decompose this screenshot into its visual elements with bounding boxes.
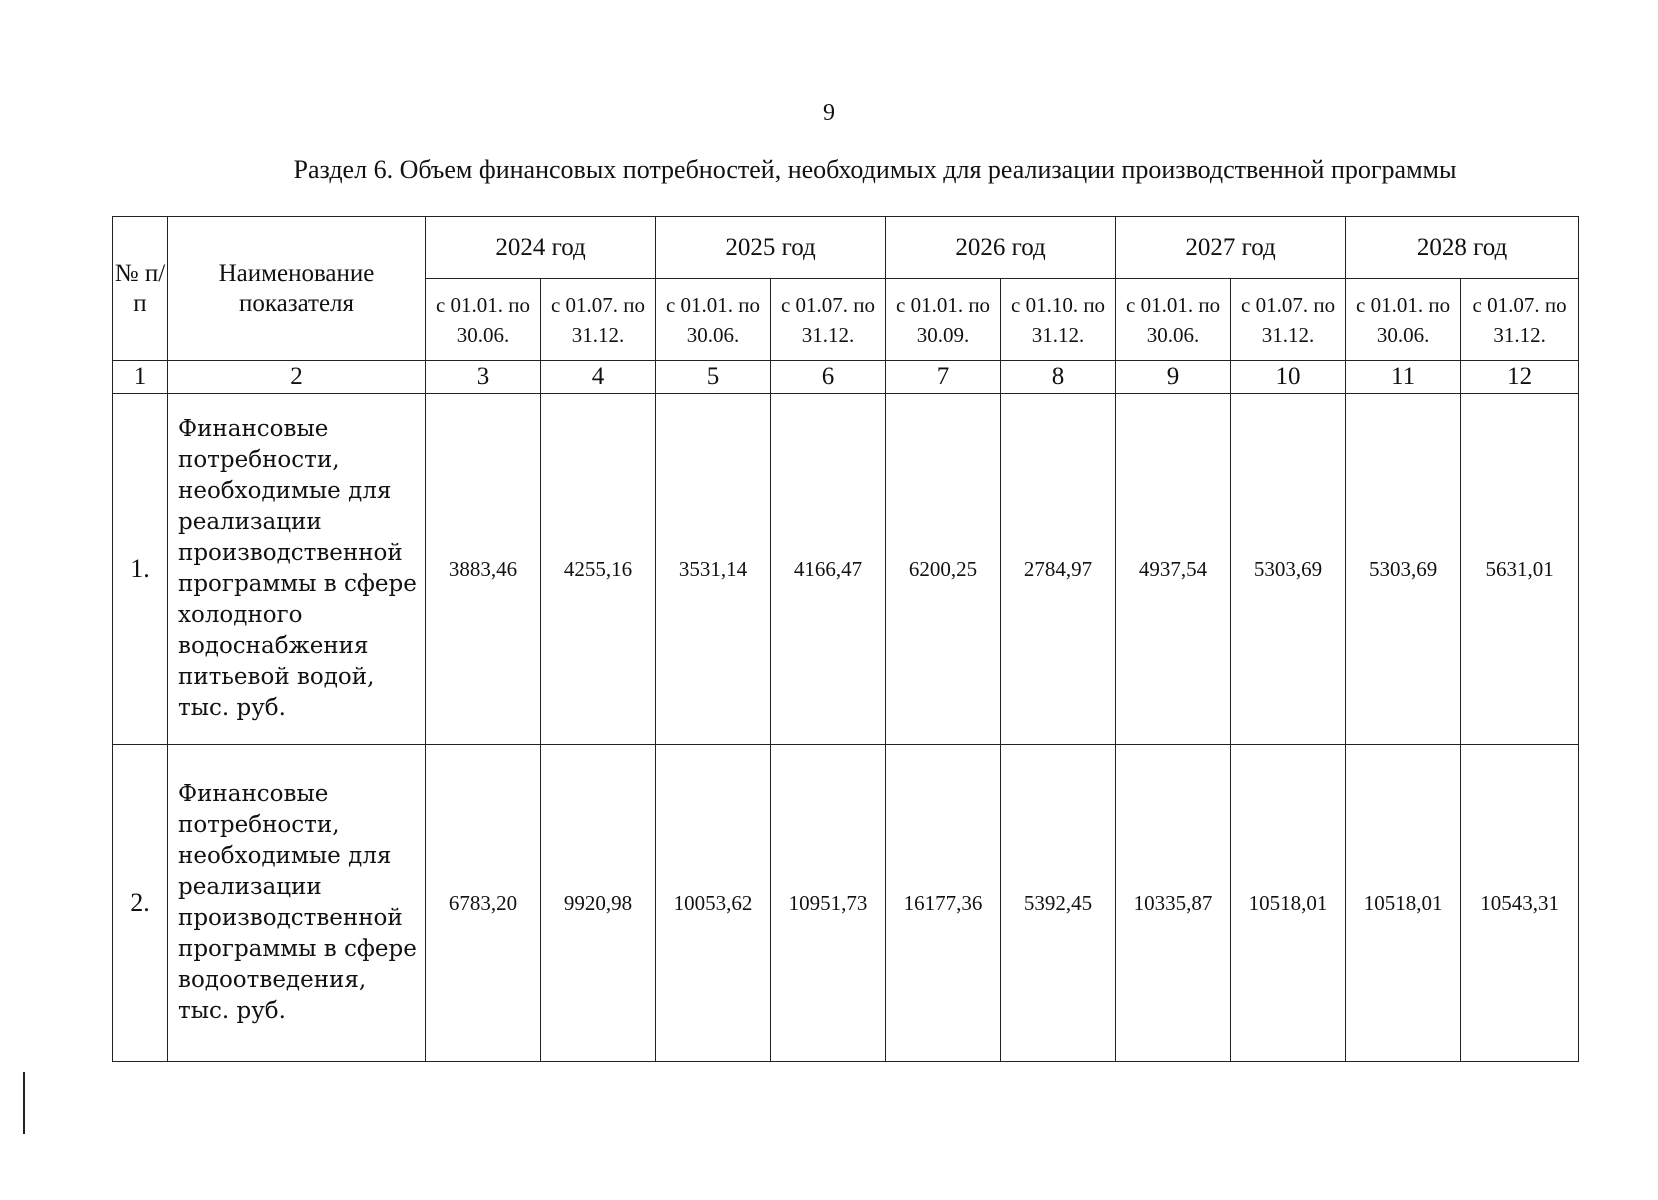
column-number: 2 — [168, 361, 426, 394]
header-num: № п/п — [113, 217, 168, 361]
column-number: 6 — [771, 361, 886, 394]
value-cell: 10518,01 — [1346, 745, 1461, 1062]
value-cell: 10543,31 — [1461, 745, 1579, 1062]
value-cell: 4937,54 — [1116, 394, 1231, 745]
value-cell: 5303,69 — [1231, 394, 1346, 745]
header-period: с 01.01. по 30.06. — [656, 279, 771, 361]
value-cell: 16177,36 — [886, 745, 1001, 1062]
section-title: Раздел 6. Объем финансовых потребностей, необходимых для реализации производственной программы — [293, 155, 1457, 184]
value-cell: 3883,46 — [426, 394, 541, 745]
value-cell: 6783,20 — [426, 745, 541, 1062]
column-number: 9 — [1116, 361, 1231, 394]
column-number: 4 — [541, 361, 656, 394]
header-period: с 01.01. по 30.09. — [886, 279, 1001, 361]
header-period: с 01.07. по 31.12. — [1231, 279, 1346, 361]
header-period: с 01.07. по 31.12. — [1461, 279, 1579, 361]
column-number: 7 — [886, 361, 1001, 394]
header-period: с 01.07. по 31.12. — [771, 279, 886, 361]
value-cell: 5392,45 — [1001, 745, 1116, 1062]
column-number: 10 — [1231, 361, 1346, 394]
column-number: 11 — [1346, 361, 1461, 394]
header-name: Наименование показателя — [168, 217, 426, 361]
indicator-name: Финансовые потребности, необходимые для реализации производственной программы в сфере холодного водоснабжения питьевой водой, тыс. руб. — [168, 394, 426, 745]
value-cell: 10951,73 — [771, 745, 886, 1062]
header-period: с 01.01. по 30.06. — [1116, 279, 1231, 361]
value-cell: 5303,69 — [1346, 394, 1461, 745]
value-cell: 10335,87 — [1116, 745, 1231, 1062]
row-number: 2. — [113, 745, 168, 1062]
column-number: 3 — [426, 361, 541, 394]
page-number: 9 — [823, 100, 835, 126]
header-period: с 01.07. по 31.12. — [541, 279, 656, 361]
header-period: с 01.10. по 31.12. — [1001, 279, 1116, 361]
value-cell: 10518,01 — [1231, 745, 1346, 1062]
row-number: 1. — [113, 394, 168, 745]
table-row — [113, 394, 1579, 745]
value-cell: 4166,47 — [771, 394, 886, 745]
header-year-2024: 2024 год — [426, 217, 656, 279]
column-number: 1 — [113, 361, 168, 394]
value-cell: 4255,16 — [541, 394, 656, 745]
header-year-2025: 2025 год — [656, 217, 886, 279]
margin-line — [23, 1072, 25, 1134]
header-year-2026: 2026 год — [886, 217, 1116, 279]
financial-needs-table — [112, 216, 1579, 1062]
header-period: с 01.01. по 30.06. — [426, 279, 541, 361]
column-number: 5 — [656, 361, 771, 394]
value-cell: 9920,98 — [541, 745, 656, 1062]
indicator-name: Финансовые потребности, необходимые для реализации производственной программы в сфере водоотведения, тыс. руб. — [168, 745, 426, 1062]
column-number: 8 — [1001, 361, 1116, 394]
header-year-2028: 2028 год — [1346, 217, 1579, 279]
header-year-2027: 2027 год — [1116, 217, 1346, 279]
value-cell: 5631,01 — [1461, 394, 1579, 745]
value-cell: 6200,25 — [886, 394, 1001, 745]
value-cell: 10053,62 — [656, 745, 771, 1062]
header-row-years — [113, 217, 1579, 279]
value-cell: 3531,14 — [656, 394, 771, 745]
column-number: 12 — [1461, 361, 1579, 394]
header-period: с 01.01. по 30.06. — [1346, 279, 1461, 361]
table-row — [113, 745, 1579, 1062]
value-cell: 2784,97 — [1001, 394, 1116, 745]
column-number-row — [113, 361, 1579, 394]
